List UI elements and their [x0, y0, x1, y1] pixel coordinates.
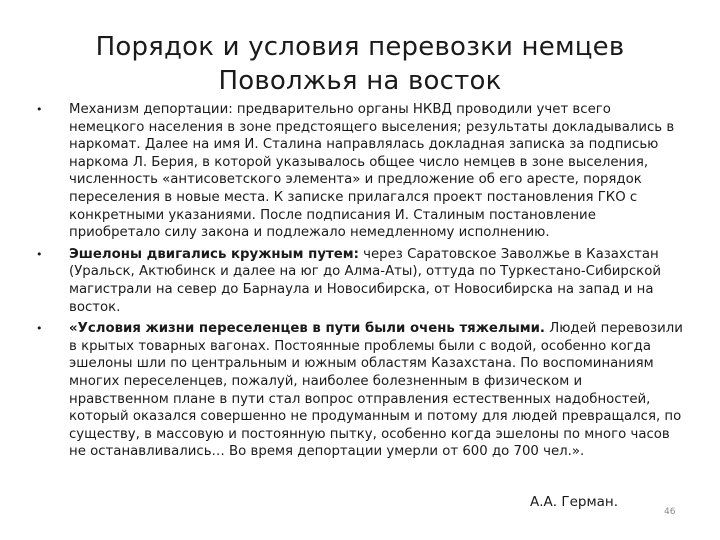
bullet-marker: •	[36, 322, 43, 336]
bullet-bold-text: Эшелоны двигались кружным путем:	[69, 246, 359, 262]
slide-title: Порядок и условия перевозки немцев Поволжья на восток	[95, 32, 625, 96]
bullet-item-deportation-mechanism	[36, 101, 686, 242]
page-number: 46	[664, 507, 676, 517]
bullet-marker: •	[36, 103, 43, 116]
bullet-item-living-conditions	[36, 320, 686, 461]
bullet-text: Механизм депортации: предварительно органы НКВД проводили учет всего немецкого населения в зоне предстоящего выселения; результаты докладывались в наркомат. Далее на имя И. Сталина направлялась докладная записка за подписью наркома Л. Берия, в которой указывалось общее число немцев в зоне выселения, численность «антисоветского элемента» и предложение об его аресте, порядок переселения в новые места. К записке прилагался проект постановления ГКО с конкретными указаниями. После подписания И. Сталиным постановление приобретало силу закона и подлежало немедленному исполнению.	[69, 102, 675, 241]
bullet-item-train-route	[36, 246, 686, 316]
bullet-bold-text: «Условия жизни переселенцев в пути были очень тяжелыми.	[69, 321, 545, 337]
bullet-marker: •	[36, 247, 43, 261]
bullet-text: через Саратовское Заволжье в Казахстан (Уральск, Актюбинск и далее на юг до Алма-Аты), оттуда по Туркестано-Сибирской магистрали на север до Барнаула и Новосибирска, от Новосибирска на запад и на восток.	[69, 246, 661, 315]
bullet-text: Людей перевозили в крытых товарных вагонах. Постоянные проблемы были с водой, особенно когда эшелоны шли по центральным и южным областям Казахстана. По воспоминаниям многих переселенцев, пожалуй, наиболее болезненным в физическом и нравственном плане в пути стал вопрос отправления естественных надобностей, который оказался совершенно не продуманным и потому для людей превращался, по существу, в массовую и постоянную пытку, особенно когда эшелоны по много часов не останавливались… Во время депортации умерли от 600 до 700 чел.».	[69, 321, 683, 460]
quote-author: А.А. Герман.	[530, 494, 619, 510]
bullet-list	[36, 101, 686, 465]
